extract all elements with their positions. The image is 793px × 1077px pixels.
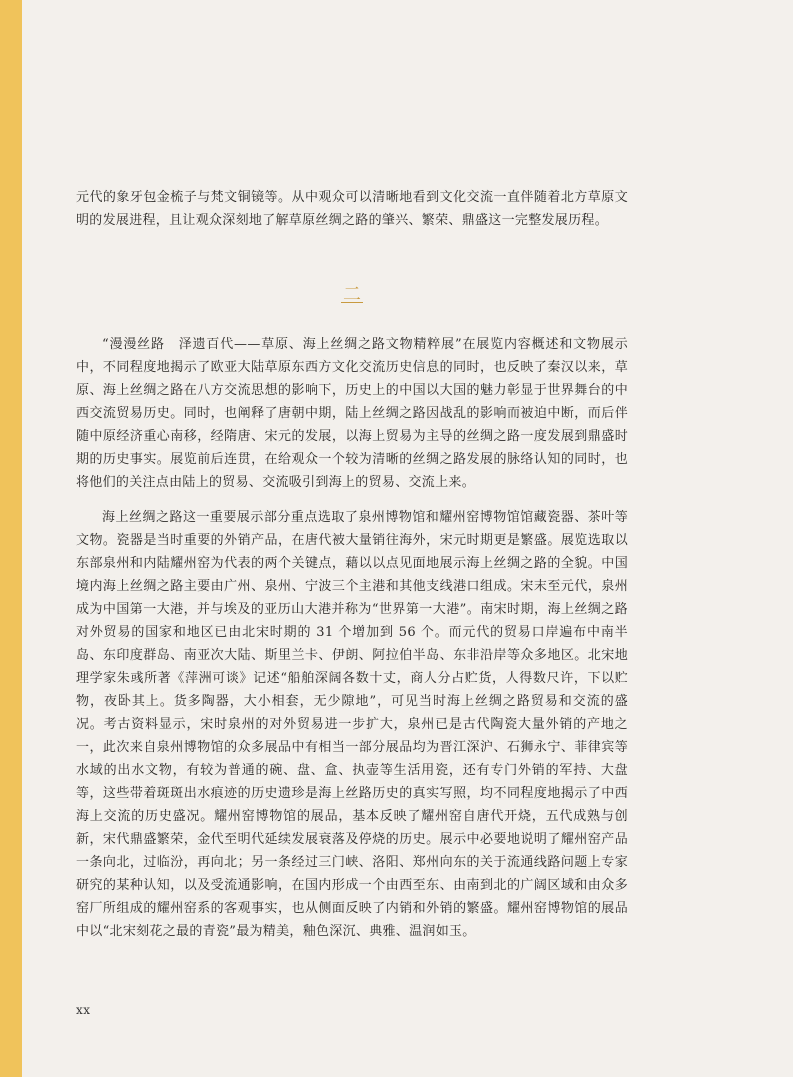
- left-color-band: [0, 0, 22, 1077]
- page-content: [76, 0, 628, 1077]
- body-paragraph-2: 海上丝绸之路这一重要展示部分重点选取了泉州博物馆和耀州窑博物馆馆藏瓷器、茶叶等文物。瓷器是当时重要的外销产品，在唐代被大量销往海外，宋元时期更是繁盛。展览选取以东部泉州和内陆耀州窑为代表的两个关键点，藉以以点见面地展示海上丝绸之路的全貌。中国境内海上丝绸之路主要由广州、泉州、宁波三个主港和其他支线港口组成。宋末至元代，泉州成为中国第一大港，并与埃及的亚历山大港并称为“世界第一大港”。南宋时期，海上丝绸之路对外贸易的国家和地区已由北宋时期的 31 个增加到 56 个。而元代的贸易口岸遍布中南半岛、东印度群岛、南亚次大陆、斯里兰卡、伊朗、阿拉伯半岛、东非沿岸等众多地区。北宋地理学家朱彧所著《萍洲可谈》记述“船舶深阔各数十丈，商人分占贮货，人得数尺许，下以贮物，夜卧其上。货多陶器，大小相套，无少隙地”，可见当时海上丝绸之路贸易和交流的盛况。考古资料显示，宋时泉州的对外贸易进一步扩大，泉州已是古代陶瓷大量外销的产地之一，此次来自泉州博物馆的众多展品中有相当一部分展品均为晋江深沪、石狮永宁、菲律宾等水域的出水文物，有较为普通的碗、盘、盒、执壶等生活用瓷，还有专门外销的军持、大盘等，这些带着斑斑出水痕迹的历史遗珍是海上丝路历史的真实写照，均不同程度地揭示了中西海上交流的历史盛况。耀州窑博物馆的展品，基本反映了耀州窑自唐代开烧，五代成熟与创新，宋代鼎盛繁荣，金代至明代延续发展衰落及停烧的历史。展示中必要地说明了耀州窑产品一条向北，过临汾，再向北；另一条经过三门峡、洛阳、郑州向东的关于流通线路问题上专家研究的某种认知，以及受流通影响，在国内形成一个由西至东、由南到北的广阔区域和由众多窑厂所组成的耀州窑系的客观事实，也从侧面反映了内销和外销的繁盛。耀州窑博物馆的展品中以“北宋刻花之最的青瓷”最为精美，釉色深沉、典雅、温润如玉。: [76, 510, 628, 939]
- section-number: [76, 283, 628, 307]
- section-number-text: 二: [343, 284, 361, 305]
- intro-paragraph: 元代的象牙包金梳子与梵文铜镜等。从中观众可以清晰地看到文化交流一直伴随着北方草原文明的发展进程，且让观众深刻地了解草原丝绸之路的肇兴、繁荣、鼎盛这一完整发展历程。: [76, 190, 628, 228]
- body-paragraph-1: “漫漫丝路 泽遗百代——草原、海上丝绸之路文物精粹展”在展览内容概述和文物展示中，不同程度地揭示了欧亚大陆草原东西方文化交流历史信息的同时，也反映了秦汉以来，草原、海上丝绸之路在八方交流思想的影响下，历史上的中国以大国的魅力彰显于世界舞台的中西交流贸易历史。同时，也阐释了唐朝中期，陆上丝绸之路因战乱的影响而被迫中断，而后伴随中原经济重心南移，经隋唐、宋元的发展，以海上贸易为主导的丝绸之路一度发展到鼎盛时期的历史事实。展览前后连贯，在给观众一个较为清晰的丝绸之路发展的脉络认知的同时，也将他们的关注点由陆上的贸易、交流吸引到海上的贸易、交流上来。: [76, 337, 628, 490]
- page-number: xx: [76, 1003, 91, 1017]
